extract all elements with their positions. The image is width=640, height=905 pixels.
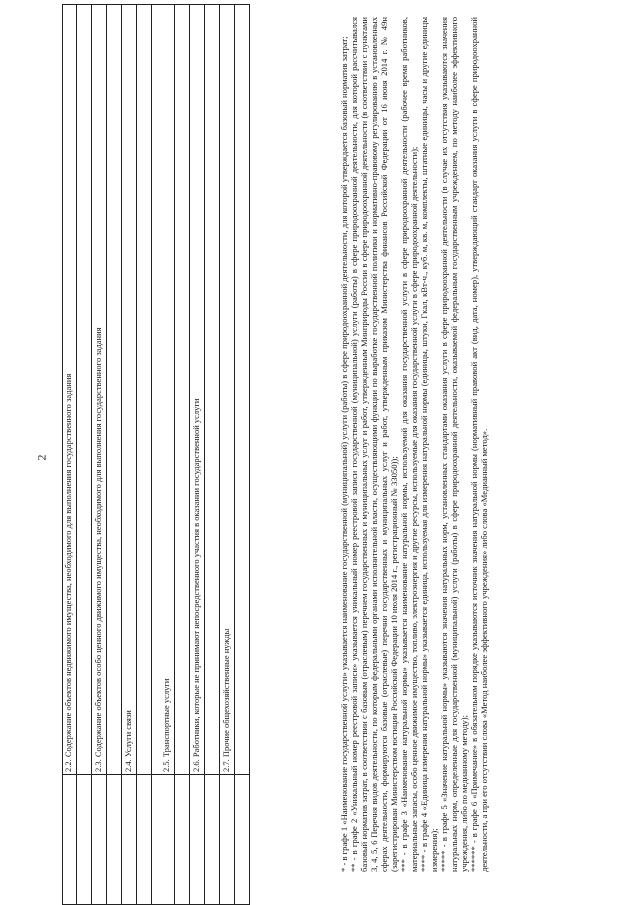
table-cell-label: 2.6. Работники, которые не принимают непосредственного участия в оказании государственной услуги [191,398,201,772]
norms-table [62,4,318,905]
footnote: ** - в графе 2 «Уникальный номер реестровой записи» указывается уникальный номер реестровой записи государственной (муниципальной) услуги (работы) в сфере природоохранной деятельности, для которой рассчитывался базовый норматив затрат, в соответствии с базовым (отраслевым) перечнем государственных и муниципальных услуг и работ, утвержденным Минприроды России в сфере природоохранной деятельности (в соответствии с пунктами 3, 4, 5, 6 Перечня видов деятельности, по которым федеральными органами исполнительной власти, осуществляющими функции по выработке государственной политики и нормативно-правовому регулированию в установленных сферах деятельности, формируются базовые (отраслевые) перечни государственных и муниципальных услуг и работ, утвержденным приказом Министерства финансов Российской Федерации от 16 июня 2014 г. № 49н (зарегистрирован Министерством юстиции Российской Федерации 10 июля 2014 г., регистрационный № 33050)); [348,17,399,872]
table-cell-label: 2.4. Услуги связи [123,710,133,772]
page-number: 2 [34,454,49,461]
table-row [234,4,250,905]
table-cell-label: 2.7. Прочие общехозяйственные нужды [221,628,231,772]
table-row [91,4,107,905]
table-row [106,4,122,905]
footnote: ****** - в графе 6 «Примечание» в обязательном порядке указываются источник значения натуральной нормы (нормативный правовой акт (вид, дата, номер), утверждающий стандарт оказания услуги в сфере природоохранной деятельности, а при его отсутствии слова «Метод наиболее эффективного учреждения» либо слова «Медианный метод». [468,17,489,872]
table-row [174,4,190,905]
footnotes [340,17,490,872]
footnote: ***** - в графе 5 «Значение натуральной нормы» указываются значения натуральных норм, установленных стандартами оказания услуги в сфере природоохранной деятельности (в случае их отсутствия указываются значения натуральных норм, определенные для государственной (муниципальной) услуги (работы) в сфере природоохранной деятельности, оказываемой федеральным государственным учреждением, по методу наиболее эффективного учреждения, либо по медианному методу); [438,17,469,872]
table-cell-label: 2.3. Содержание объектов особо ценного движимого имущества, необходимого для выполнения государственного задания [93,327,103,772]
table-column-border [63,774,249,775]
table-row [151,4,175,905]
table-row [136,4,152,905]
table-row [219,4,235,905]
footnote: * - в графе 1 «Наименование государственной услуги» указывается наименование государственной (муниципальной) услуги (работы) в сфере природоохранной деятельности, для которой утверждается базовый норматив затрат; [339,36,349,872]
table-cell-label: 2.2. Содержание объектов недвижимого имущества, необходимого для выполнения государственного задания [63,373,73,772]
table-row [121,4,137,905]
footnote: *** - в графе 3 «Наименование натуральной нормы» указывается наименование натуральной нормы, используемой для оказания государственной услуги в сфере природоохранной деятельности (рабочее время работников, материальные запасы, особо ценное движимое имущество, топливо, электроэнергия и другие ресурсы, используемые для оказания государственной услуги в сфере природоохранной деятельности); [398,17,419,872]
table-row [63,4,77,905]
table-row [76,4,92,905]
table-column-border [63,4,249,5]
footnote: **** - в графе 4 «Единица измерения натуральной нормы» указывается единица, используемая для измерения натуральной нормы (единицы, штуки, Гкал, кВт-ч., куб. м, кв. м, комплекты, штатные единицы, часы и другие единицы измерения); [418,17,439,872]
table-row [204,4,220,905]
table-cell-label: 2.5. Транспортные услуги [161,678,171,772]
table-row [189,4,205,905]
